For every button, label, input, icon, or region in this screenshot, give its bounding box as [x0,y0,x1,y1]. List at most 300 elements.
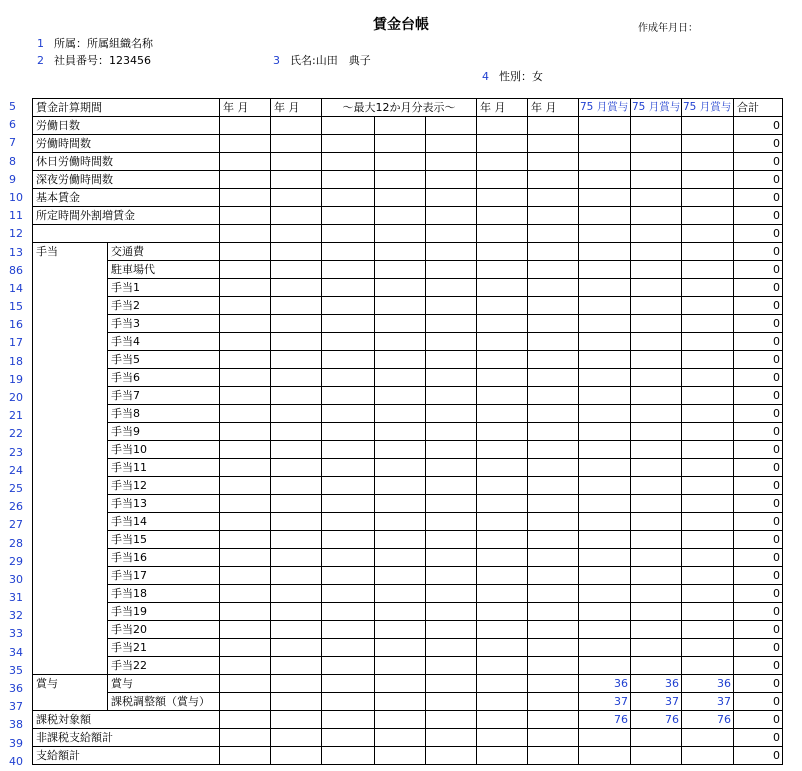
row-number: 39 [9,736,23,750]
empty-cell [631,405,682,423]
empty-cell [579,261,631,279]
table-row [33,747,783,765]
row-number: 27 [9,518,23,532]
empty-cell [426,279,477,297]
empty-cell [528,639,579,657]
empty-cell [477,549,528,567]
empty-cell [682,261,734,279]
row-total: 0 [734,639,783,657]
empty-cell [528,513,579,531]
empty-cell [579,351,631,369]
empty-cell [682,603,734,621]
empty-cell [322,189,375,207]
empty-cell [322,495,375,513]
empty-cell [220,747,271,765]
empty-cell [682,171,734,189]
table-row [33,495,783,513]
empty-cell [528,207,579,225]
row-total: 0 [734,405,783,423]
bonus-value: 36 [579,675,631,693]
allowance-item-label: 手当10 [108,441,220,459]
row-total: 0 [734,747,783,765]
field-number: 3 [273,54,280,67]
empty-cell [220,675,271,693]
table-row [33,513,783,531]
empty-cell [477,729,528,747]
empty-cell [375,441,426,459]
empty-cell [528,369,579,387]
empty-cell [528,477,579,495]
row-total: 0 [734,585,783,603]
row-label: 支給額計 [33,747,220,765]
wage-ledger-table [32,98,783,765]
empty-cell [579,441,631,459]
empty-cell [528,117,579,135]
empty-cell [375,567,426,585]
row-number: 24 [9,463,23,477]
empty-cell [682,549,734,567]
empty-cell [375,693,426,711]
empty-cell [528,315,579,333]
table-row [33,207,783,225]
empty-cell [220,567,271,585]
empty-cell [528,243,579,261]
row-number: 40 [9,754,23,768]
empty-cell [322,171,375,189]
row-total: 0 [734,549,783,567]
row-total: 0 [734,387,783,405]
month-col-12: 年 月 [528,99,579,117]
empty-cell [682,747,734,765]
row-number: 11 [9,209,23,223]
empty-cell [682,369,734,387]
empty-cell [271,549,322,567]
empty-cell [426,387,477,405]
empty-cell [528,495,579,513]
empty-cell [375,657,426,675]
empty-cell [631,153,682,171]
row-number: 9 [9,172,16,186]
empty-cell [579,135,631,153]
empty-cell [528,675,579,693]
row-total: 0 [734,729,783,747]
empty-cell [271,171,322,189]
empty-cell [220,711,271,729]
row-label: 所定時間外割増賃金 [33,207,220,225]
empty-cell [528,423,579,441]
bonus-value: 37 [682,693,734,711]
allowance-item-label: 手当1 [108,279,220,297]
row-number: 31 [9,591,23,605]
empty-cell [271,333,322,351]
empty-cell [477,639,528,657]
empty-cell [220,459,271,477]
empty-cell [528,567,579,585]
row-total: 0 [734,117,783,135]
empty-cell [322,747,375,765]
empty-cell [322,513,375,531]
allowance-item-label: 手当20 [108,621,220,639]
row-number: 6 [9,118,16,132]
table-row [33,441,783,459]
empty-cell [631,225,682,243]
empty-cell [682,513,734,531]
empty-cell [631,657,682,675]
allowance-item-label: 手当5 [108,351,220,369]
empty-cell [426,531,477,549]
empty-cell [220,477,271,495]
empty-cell [682,315,734,333]
empty-cell [426,171,477,189]
empty-cell [682,225,734,243]
empty-cell [682,117,734,135]
table-row [33,639,783,657]
empty-cell [528,693,579,711]
empty-cell [426,621,477,639]
empty-cell [271,639,322,657]
empty-cell [322,531,375,549]
empty-cell [375,675,426,693]
row-total: 0 [734,693,783,711]
empty-cell [220,405,271,423]
empty-cell [375,639,426,657]
row-total: 0 [734,657,783,675]
row-total: 0 [734,333,783,351]
row-total: 0 [734,243,783,261]
empty-cell [528,351,579,369]
empty-cell [375,369,426,387]
row-number: 29 [9,554,23,568]
allowance-item-label: 手当21 [108,639,220,657]
empty-cell [477,441,528,459]
empty-cell [426,423,477,441]
empty-cell [375,333,426,351]
header-row [33,99,783,117]
table-row [33,549,783,567]
empty-cell [322,603,375,621]
allowance-item-label: 手当8 [108,405,220,423]
table-row [33,117,783,135]
empty-cell [528,387,579,405]
empty-cell [271,387,322,405]
row-total: 0 [734,621,783,639]
table-row [33,531,783,549]
allowance-item-label: 駐車場代 [108,261,220,279]
empty-cell [579,531,631,549]
table-row [33,567,783,585]
bonus-value: 76 [682,711,734,729]
table-row [33,459,783,477]
empty-cell [682,189,734,207]
empty-cell [426,549,477,567]
empty-cell [682,495,734,513]
row-label: 深夜労働時間数 [33,171,220,189]
empty-cell [322,297,375,315]
empty-cell [528,585,579,603]
empty-cell [322,243,375,261]
allowance-item-label: 手当2 [108,297,220,315]
empty-cell [220,639,271,657]
table-row [33,225,783,243]
allowance-item-label: 手当19 [108,603,220,621]
allowance-item-label: 交通費 [108,243,220,261]
empty-cell [322,459,375,477]
row-total: 0 [734,297,783,315]
empty-cell [631,549,682,567]
empty-cell [220,531,271,549]
empty-cell [271,675,322,693]
middle-note: ～最大12か月分表示～ [322,99,477,117]
empty-cell [682,531,734,549]
empty-cell [271,207,322,225]
empty-cell [682,621,734,639]
empty-cell [375,243,426,261]
month-col-1: 年 月 [220,99,271,117]
empty-cell [477,531,528,549]
empty-cell [477,369,528,387]
empty-cell [271,189,322,207]
row-number: 35 [9,663,23,677]
table-row [33,657,783,675]
field-number: 4 [482,70,489,83]
empty-cell [682,585,734,603]
row-label: 課税対象額 [33,711,220,729]
empty-cell [631,171,682,189]
empty-cell [426,117,477,135]
empty-cell [322,621,375,639]
empty-cell [528,711,579,729]
empty-cell [322,387,375,405]
row-number: 18 [9,354,23,368]
empty-cell [220,153,271,171]
empty-cell [426,513,477,531]
empty-cell [322,477,375,495]
bonus-group-label: 賞与 [33,675,108,711]
table-row [33,585,783,603]
empty-cell [579,207,631,225]
empty-cell [682,351,734,369]
empty-cell [426,585,477,603]
empty-cell [220,693,271,711]
empty-cell [220,315,271,333]
empty-cell [477,459,528,477]
empty-cell [579,279,631,297]
empty-cell [477,135,528,153]
empty-cell [375,621,426,639]
row-number: 86 [9,263,23,277]
empty-cell [528,261,579,279]
empty-cell [375,711,426,729]
row-numbers [9,98,23,771]
empty-cell [375,603,426,621]
empty-cell [322,315,375,333]
empty-cell [631,333,682,351]
row-label: 休日労働時間数 [33,153,220,171]
empty-cell [322,279,375,297]
empty-cell [426,567,477,585]
table-row [33,603,783,621]
empty-cell [631,261,682,279]
table-row [33,675,783,693]
empty-cell [579,387,631,405]
empty-cell [375,549,426,567]
row-total: 0 [734,567,783,585]
empty-cell [579,315,631,333]
empty-cell [477,567,528,585]
bonus-col-1: 75 月賞与 [579,99,631,117]
table-row [33,189,783,207]
table-row [33,297,783,315]
empty-cell [426,729,477,747]
empty-cell [220,549,271,567]
row-number: 21 [9,409,23,423]
empty-cell [631,603,682,621]
row-number: 26 [9,500,23,514]
empty-cell [579,585,631,603]
allowance-item-label: 手当13 [108,495,220,513]
row-number: 12 [9,227,23,241]
table-row [33,315,783,333]
empty-cell [426,153,477,171]
empty-cell [682,243,734,261]
empty-cell [426,405,477,423]
empty-cell [220,279,271,297]
empty-cell [322,441,375,459]
table-row [33,477,783,495]
empty-cell [579,405,631,423]
empty-cell [271,135,322,153]
empty-cell [682,657,734,675]
affiliation-text: 所属：所属組織名称 [54,37,153,50]
bonus-col-2: 75 月賞与 [631,99,682,117]
empty-cell [375,315,426,333]
empty-cell [375,387,426,405]
empty-cell [477,207,528,225]
row-number: 30 [9,572,23,586]
row-label: 労働日数 [33,117,220,135]
table-row [33,711,783,729]
empty-cell [528,189,579,207]
empty-cell [220,333,271,351]
empty-cell [271,441,322,459]
row-total: 0 [734,603,783,621]
empty-cell [631,621,682,639]
empty-cell [477,351,528,369]
empty-cell [375,531,426,549]
empty-cell [271,315,322,333]
empty-cell [477,513,528,531]
empty-cell [322,729,375,747]
empty-cell [579,657,631,675]
row-number: 7 [9,136,16,150]
header-gender [482,68,543,84]
period-label: 賃金計算期間 [33,99,220,117]
empty-cell [477,333,528,351]
empty-cell [528,405,579,423]
row-number: 38 [9,718,23,732]
empty-cell [426,675,477,693]
empty-cell [682,639,734,657]
empty-cell [322,585,375,603]
empty-cell [528,459,579,477]
row-total: 0 [734,261,783,279]
empty-cell [271,657,322,675]
row-number: 15 [9,300,23,314]
row-total: 0 [734,315,783,333]
empty-cell [375,585,426,603]
table-row [33,333,783,351]
empty-cell [631,351,682,369]
empty-cell [426,243,477,261]
empty-cell [477,711,528,729]
allowance-item-label: 手当17 [108,567,220,585]
empty-cell [477,693,528,711]
empty-cell [375,495,426,513]
field-number: 1 [37,37,44,50]
empty-cell [322,405,375,423]
empty-cell [528,549,579,567]
row-number: 22 [9,427,23,441]
empty-cell [579,225,631,243]
row-number: 37 [9,700,23,714]
empty-cell [220,423,271,441]
empty-cell [579,567,631,585]
allowance-item-label: 手当4 [108,333,220,351]
empty-cell [375,279,426,297]
empty-cell [528,225,579,243]
table-row [33,135,783,153]
empty-cell [528,747,579,765]
allowance-item-label: 手当7 [108,387,220,405]
empty-cell [579,747,631,765]
allowance-item-label: 手当16 [108,549,220,567]
empty-cell [682,387,734,405]
bonus-value: 36 [631,675,682,693]
empty-cell [682,153,734,171]
table-row [33,279,783,297]
empty-cell [220,729,271,747]
empty-cell [477,117,528,135]
empty-cell [322,675,375,693]
empty-cell [220,117,271,135]
empty-cell [682,207,734,225]
empty-cell [271,531,322,549]
row-number: 28 [9,536,23,550]
empty-cell [375,153,426,171]
table-row [33,621,783,639]
empty-cell [631,189,682,207]
bonus-value: 37 [631,693,682,711]
bonus-value: 76 [579,711,631,729]
row-label: 非課税支給額計 [33,729,220,747]
empty-cell [579,495,631,513]
empty-cell [477,621,528,639]
empty-cell [271,459,322,477]
empty-cell [375,747,426,765]
empty-cell [271,279,322,297]
empty-cell [682,405,734,423]
row-total: 0 [734,423,783,441]
empty-cell [579,153,631,171]
row-total: 0 [734,513,783,531]
empty-cell [322,153,375,171]
empty-cell [220,189,271,207]
empty-cell [375,225,426,243]
empty-cell [579,243,631,261]
employee-number-text: 社員番号：123456 [54,54,151,67]
empty-cell [631,315,682,333]
empty-cell [375,297,426,315]
